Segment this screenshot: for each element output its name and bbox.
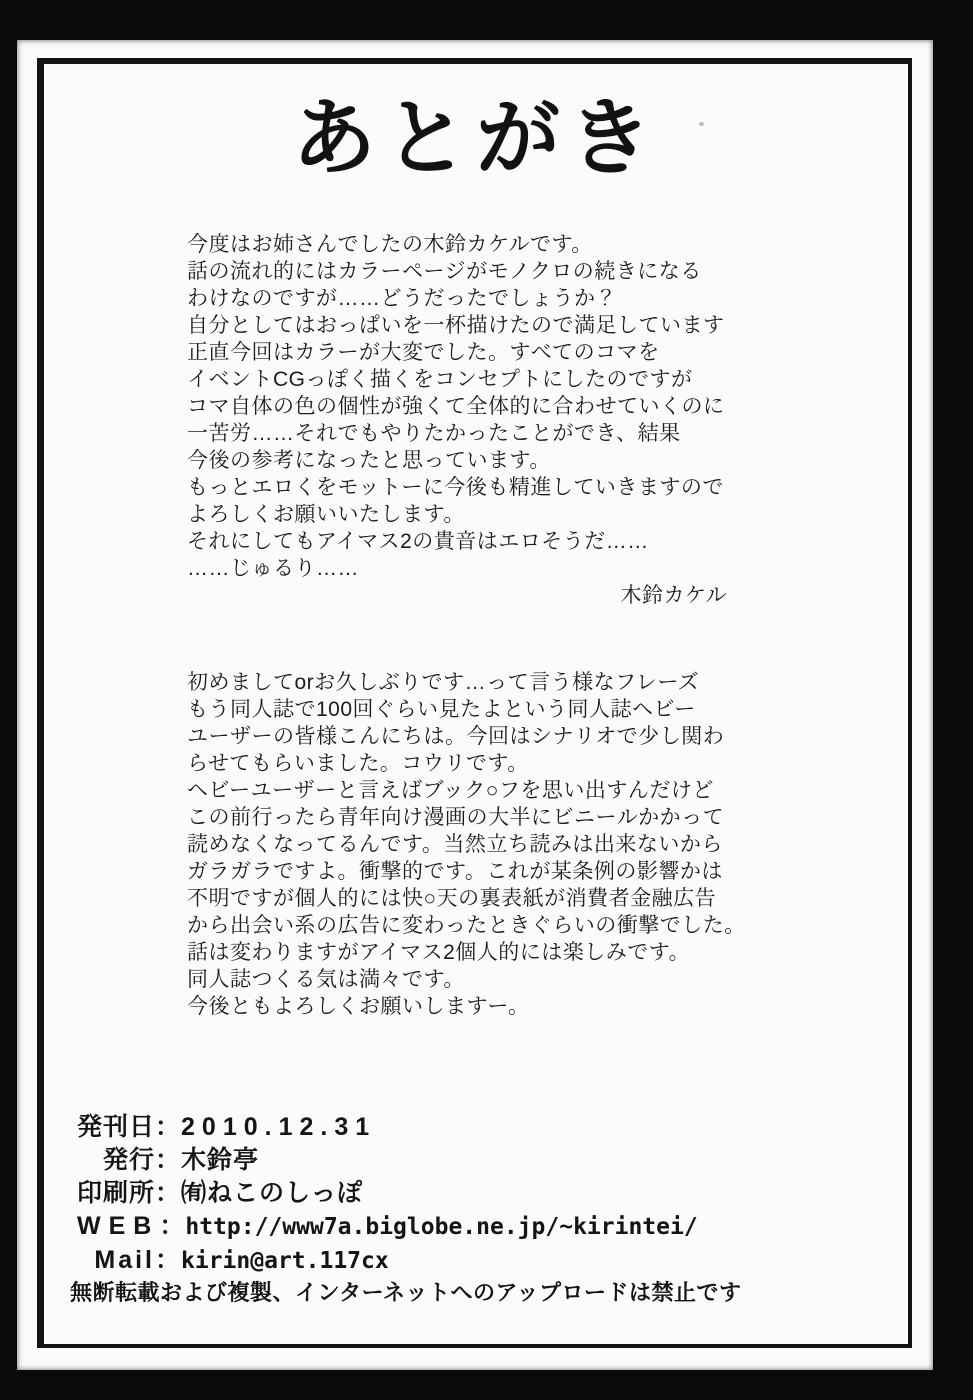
text-line: 今度はお姉さんでしたの木鈴カケルです。 <box>187 233 593 256</box>
text-line: ユーザーの皆様こんにちは。今回はシナリオで少し関わ <box>187 725 725 748</box>
afterword-kouri <box>187 669 787 1020</box>
text-line: コマ自体の色の個性が強くて全体的に合わせていくのに <box>187 395 725 418</box>
signature-kakeru: 木鈴カケル <box>620 584 727 607</box>
text-line: 話の流れ的にはカラーページがモノクロの続きになる <box>187 260 702 283</box>
colophon <box>77 1111 698 1278</box>
colophon-label: 発刊日 <box>77 1113 156 1141</box>
scan-speck <box>699 122 704 126</box>
text-line: 自分としてはおっぱいを一杯描けたので満足しています <box>187 314 725 337</box>
text-line: 同人誌つくる気は満々です。 <box>187 968 465 991</box>
colophon-value: ㈲ねこのしっぽ <box>181 1179 364 1207</box>
colophon-label: Mail <box>94 1246 155 1274</box>
colophon-row <box>77 1111 698 1144</box>
page <box>17 40 933 1370</box>
colophon-row <box>77 1244 698 1278</box>
colophon-value: 木鈴亭 <box>181 1146 260 1174</box>
text-line: この前行ったら青年向け漫画の大半にビニールかかって <box>187 806 725 829</box>
text-line: わけなのですが……どうだったでしょうか？ <box>187 287 617 310</box>
colophon-label: WEB <box>77 1212 160 1240</box>
colophon-row <box>77 1210 698 1244</box>
colophon-separator: ： <box>155 1246 182 1274</box>
text-line: イベントCGっぽく描くをコンセプトにしたのですが <box>187 368 693 391</box>
colophon-row <box>77 1144 698 1177</box>
colophon-separator: ： <box>155 1179 182 1207</box>
text-line: 一苦労……それでもやりたかったことができ、結果 <box>187 422 681 445</box>
page-border-frame <box>37 58 912 1348</box>
colophon-value: kirin@art.117cx <box>181 1248 389 1274</box>
text-line: らせてもらいました。コウリです。 <box>187 752 529 775</box>
text-line: ……じゅるり…… <box>187 557 359 580</box>
text-line: 不明ですが個人的には快○天の裏表紙が消費者金融広告 <box>187 887 717 910</box>
text-line: よろしくお願いいたします。 <box>187 503 465 526</box>
text-line: 今後ともよろしくお願いしますー。 <box>187 995 530 1018</box>
text-line: それにしてもアイマス2の貴音はエロそうだ…… <box>187 530 649 553</box>
colophon-label: 発行 <box>102 1146 155 1174</box>
colophon-value: http://www7a.biglobe.ne.jp/~kirintei/ <box>185 1214 698 1240</box>
colophon-value: 2010.12.31 <box>181 1113 377 1141</box>
colophon-rows <box>77 1111 698 1278</box>
colophon-separator: ： <box>155 1113 182 1141</box>
text-line: から出会い系の広告に変わったときぐらいの衝撃でした。 <box>187 914 746 937</box>
text-line: 今後の参考になったと思っています。 <box>187 449 551 472</box>
text-line: ヘビーユーザーと言えばブック○フを思い出すんだけど <box>187 779 714 802</box>
page-title: あとがき <box>291 91 660 185</box>
colophon-separator: ： <box>159 1212 186 1240</box>
afterword-kakeru-text <box>187 231 769 582</box>
text-line: 正直今回はカラーが大変でした。すべてのコマを <box>187 341 660 364</box>
colophon-label: 印刷所 <box>77 1179 156 1207</box>
afterword-kakeru <box>187 231 769 609</box>
text-line: もう同人誌で100回ぐらい見たよという同人誌ヘビー <box>187 698 696 721</box>
afterword-kouri-text <box>187 669 787 1020</box>
text-line: 初めましてorお久しぶりです…って言う様なフレーズ <box>187 671 700 694</box>
text-line: 読めなくなってるんです。当然立ち読みは出来ないから <box>187 833 723 856</box>
colophon-separator: ： <box>155 1146 182 1174</box>
text-line: もっとエロくをモットーに今後も精進していきますので <box>187 476 724 499</box>
copyright-notice: 無断転載および複製、インターネットへのアップロードは禁止です <box>70 1280 742 1305</box>
text-line: 話は変わりますがアイマス2個人的には楽しみです。 <box>187 941 691 964</box>
text-line: ガラガラですよ。衝撃的です。これが某条例の影響かは <box>187 860 723 883</box>
colophon-row <box>77 1177 698 1210</box>
